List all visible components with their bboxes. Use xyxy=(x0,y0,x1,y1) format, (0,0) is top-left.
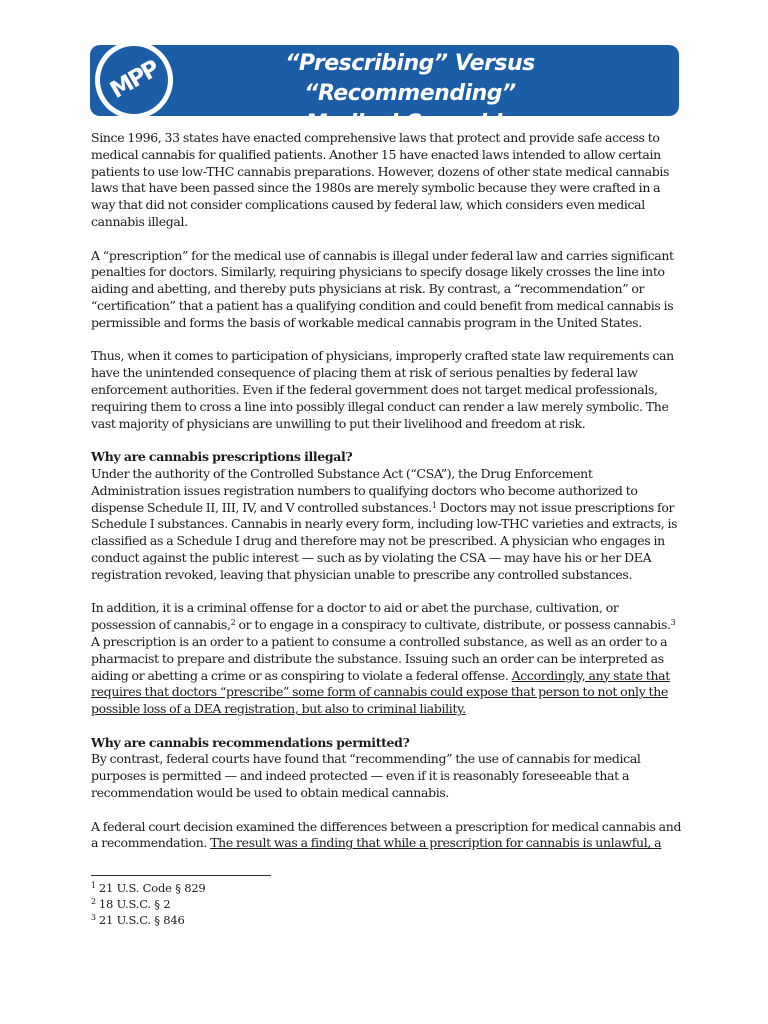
footnote-1: $^1$ 21 U.S. Code § 829 xyxy=(91,881,206,895)
title-line-1: “Prescribing” Versus “Recommending” xyxy=(285,51,535,106)
paragraph-criminal-offense: In addition, it is a criminal offense for a doctor to aid or abet the purchase, cultivation, or possession of cannabis,$^2$ or to engage in a conspiracy to cultivate, distribute, or possess cannabis.$^3$ A prescription is an order to a patient to consume a controlled substance, as well as an order to a pharmacist to prepare and distribute the substance. Issuing such an order can be interpreted as aiding or abetting a crime or as conspiring to violate a federal offense. Accordingly, any state that requires that doctors “prescribe” some form of cannabis could expose that person to not only the possible loss of a DEA registration, but also to criminal liability. xyxy=(91,600,676,717)
paragraph-intro: Since 1996, 33 states have enacted comprehensive laws that protect and provide safe access to medical cannabis for qualified patients. Another 15 have enacted laws intended to allow certain patients to use low-THC cannabis preparations. However, dozens of other state medical cannabis laws that have been passed since the 1980s are merely symbolic because they were crafted in a way that did not consider complications caused by federal law, which considers even medical cannabis illegal. xyxy=(91,130,670,229)
header-banner xyxy=(90,45,679,136)
underlined-statement: Accordingly, any state that requires that doctors “prescribe” some form of cannabis could expose that person to not only the possible loss of a DEA registration, but also to criminal liability. xyxy=(91,667,670,717)
footnote-ref-1[interactable]: 1 xyxy=(431,500,437,510)
footnotes xyxy=(91,880,206,928)
paragraph-prescription: A “prescription” for the medical use of cannabis is illegal under federal law and carries significant penalties for doctors. Similarly, requiring physicians to specify dosage likely crosses the line into aiding and abetting, and thereby puts physicians at risk. By contrast, a “recommendation” or “certification” that a patient has a qualifying condition and could benefit from medical cannabis is permissible and forms the basis of workable medical cannabis program in the United States. xyxy=(91,247,674,330)
footnote-ref-2[interactable]: 2 xyxy=(230,618,236,628)
paragraph-recommending: By contrast, federal courts have found that “recommending” the use of cannabis for medical purposes is permitted — and indeed protected — even if it is reasonably foreseeable that a recommendation would be used to obtain medical cannabis. xyxy=(91,751,641,801)
footnote-2: $^2$ 18 U.S.C. § 2 xyxy=(91,897,171,911)
footnote-3: $^3$ 21 U.S.C. § 846 xyxy=(91,913,185,927)
logo-text: MPP xyxy=(105,56,163,104)
heading-prescriptions-illegal: Why are cannabis prescriptions illegal? xyxy=(91,449,353,465)
footnote-divider xyxy=(91,875,271,876)
paragraph-physicians: Thus, when it comes to participation of physicians, improperly crafted state law requirements can have the unintended consequence of placing them at risk of serious penalties by federal law enforcement authorities. Even if the federal government does not target medical professionals, requiring them to cross a line into possibly illegal conduct can render a law merely symbolic. The vast majority of physicians are unwilling to put their livelihood and freedom at risk. xyxy=(91,348,674,431)
paragraph-court-decision: A federal court decision examined the differences between a prescription for medical cannabis and a recommendation. The result was a finding that while a prescription for cannabis is unlawful, a xyxy=(91,818,682,851)
paragraph-csa: Under the authority of the Controlled Substance Act (“CSA”), the Drug Enforcement Administration issues registration numbers to qualifying doctors who become authorized to dispense Schedule II, III, IV, and V controlled substances.$^1$ Doctors may not issue prescriptions for Schedule I substances. Cannabis in nearly every form, including low-THC varieties and extracts, is classified as a Schedule I drug and therefore may not be prescribed. A physician who engages in conduct against the public interest — such as by violating the CSA — may have his or her DEA registration revoked, leaving that physician unable to prescribe any controlled substances. xyxy=(91,465,678,582)
mpp-logo xyxy=(95,41,173,119)
document-body xyxy=(91,130,683,869)
footnote-ref-3[interactable]: 3 xyxy=(670,618,676,628)
page-title xyxy=(220,49,600,139)
underlined-finding: The result was a finding that while a prescription for cannabis is unlawful, a xyxy=(210,835,662,851)
heading-recommendations-permitted: Why are cannabis recommendations permitted? xyxy=(91,734,410,750)
title-line-2: Medical Cannabis xyxy=(305,111,515,136)
